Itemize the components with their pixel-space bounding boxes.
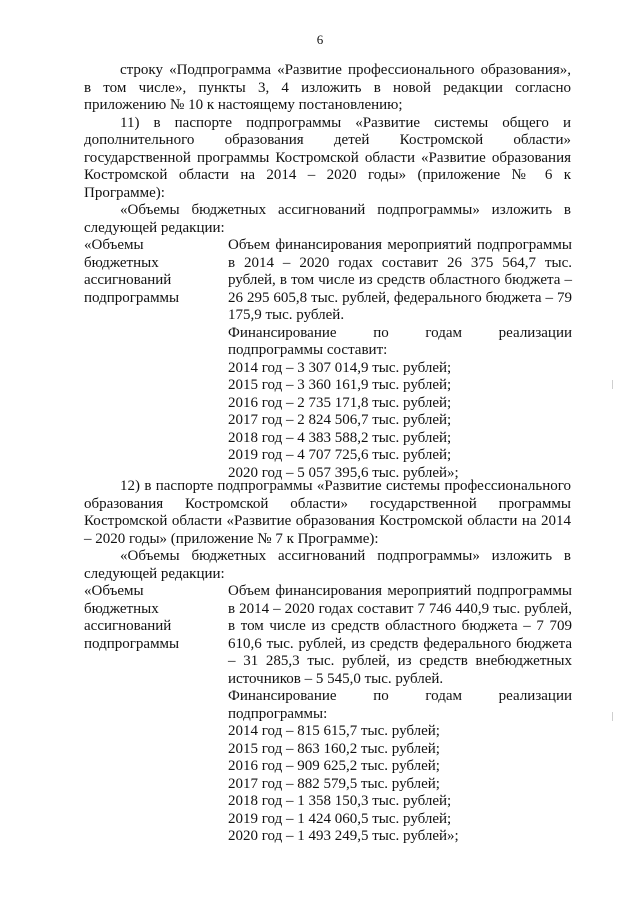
year-row-2019: 2019 год – 1 424 060,5 тыс. рублей; [228, 810, 452, 827]
passport-content-2 [228, 583, 572, 846]
passport-label-2 [84, 583, 224, 653]
year-row-2014: 2014 год – 815 615,7 тыс. рублей; [228, 723, 440, 739]
funding-text: Объем финансирования мероприятий подпрограммы в 2014 – 2020 годах составит 26 375 564,7 тыс. рублей, в том числе из средств областного бюджета – 26 295 605,8 тыс. рублей, федерального бюджета – 79 175,9 тыс. рублей. [228, 237, 572, 323]
year-row-2019: 2019 год – 4 707 725,6 тыс. рублей; [228, 447, 452, 463]
financing-intro: Финансирование по годам реализации подпрограммы: [228, 688, 572, 722]
year-row-2016: 2016 год – 2 735 171,8 тыс. рублей; [228, 394, 452, 411]
paragraph-volumes-2: «Объемы бюджетных ассигнований подпрограммы» изложить в следующей редакции: [84, 548, 571, 582]
paragraph-volumes-1: «Объемы бюджетных ассигнований подпрограммы» изложить в следующей редакции: [84, 202, 571, 236]
year-row-2015: 2015 год – 863 160,2 тыс. рублей; [228, 740, 440, 757]
label-line: «Объемы [84, 237, 144, 253]
label-line: бюджетных [84, 600, 159, 617]
intro-block [84, 62, 571, 237]
funding-text: Объем финансирования мероприятий подпрограммы в 2014 – 2020 годах составит 7 746 440,9 тыс. рублей, в том числе из средств областного бюджета – 7 709 610,6 тыс. рублей, из средств федерального бюджета – 31 285,3 тыс. рублей, из средств внебюджетных источников – 5 545,0 тыс. рублей. [228, 583, 572, 687]
year-row-2018: 2018 год – 1 358 150,3 тыс. рублей; [228, 793, 452, 809]
label-line: подпрограммы [84, 635, 180, 652]
item-12-block [84, 478, 571, 583]
year-row-2020: 2020 год – 5 057 395,6 тыс. рублей»; [228, 464, 459, 481]
year-row-2020: 2020 год – 1 493 249,5 тыс. рублей»; [228, 828, 459, 844]
label-line: «Объемы [84, 583, 144, 599]
paragraph-item-12: 12) в паспорте подпрограммы «Развитие системы профессионального образования Костромской области» государственной программы Костромской области «Развитие образования Костромской области на 2014 – 2020 годы» (приложение № 7 к Программе): [84, 478, 571, 547]
financing-intro: Финансирование по годам реализации подпрограммы составит: [228, 324, 572, 358]
label-line: бюджетных [84, 254, 159, 271]
year-row-2014: 2014 год – 3 307 014,9 тыс. рублей; [228, 359, 452, 376]
year-row-2017: 2017 год – 882 579,5 тыс. рублей; [228, 775, 440, 792]
page-number: 6 [316, 32, 324, 47]
year-row-2015: 2015 год – 3 360 161,9 тыс. рублей; [228, 377, 452, 393]
passport-label-1 [84, 237, 224, 307]
year-row-2017: 2017 год – 2 824 506,7 тыс. рублей; [228, 412, 452, 428]
scan-artifact [612, 712, 613, 721]
passport-content-1 [228, 237, 572, 482]
year-row-2018: 2018 год – 4 383 588,2 тыс. рублей; [228, 429, 452, 446]
label-line: ассигнований [84, 272, 172, 288]
scan-artifact [612, 380, 613, 389]
paragraph-item-11: 11) в паспорте подпрограммы «Развитие системы общего и дополнительного образования детей Костромской области» государственной программы Костромской области «Развитие образования Костромской области на 2014 – 2020 годы» (приложение № 6 к Программе): [84, 114, 571, 201]
paragraph-amend-row: строку «Подпрограмма «Развитие профессионального образования», в том числе», пункты 3, 4 изложить в новой редакции согласно приложению № 10 к настоящему постановлению; [84, 62, 571, 113]
label-line: ассигнований [84, 618, 172, 634]
label-line: подпрограммы [84, 289, 180, 306]
year-row-2016: 2016 год – 909 625,2 тыс. рублей; [228, 758, 440, 774]
